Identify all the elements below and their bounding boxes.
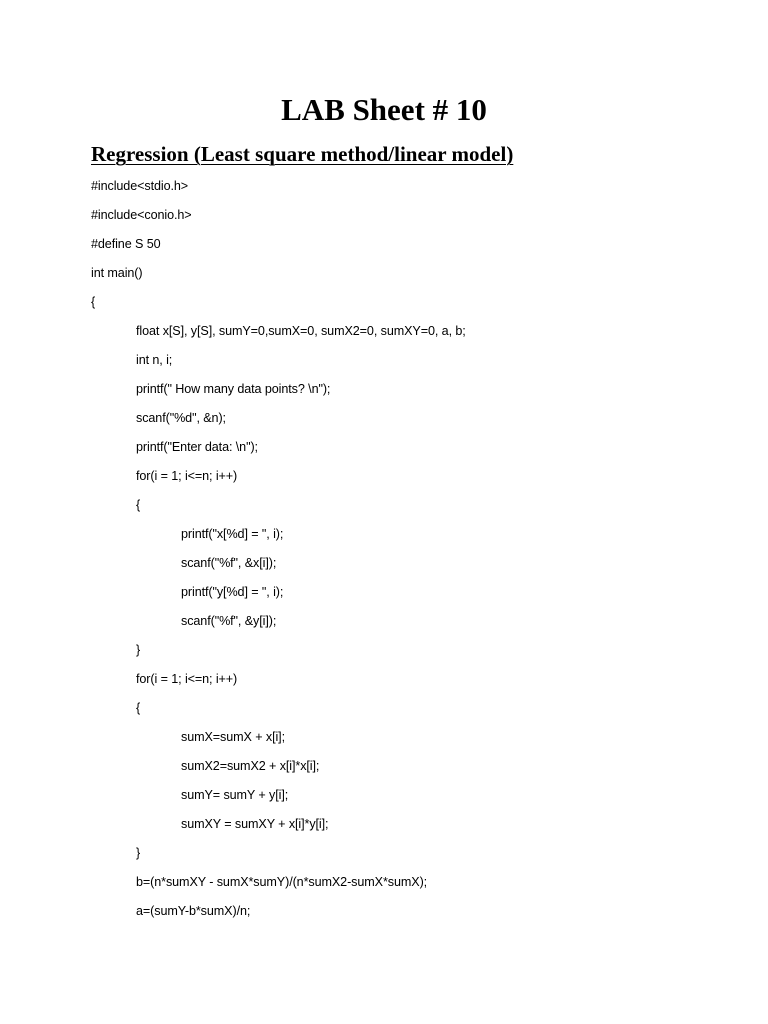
code-line: printf(" How many data points? \n"); (136, 382, 331, 396)
code-line: float x[S], y[S], sumY=0,sumX=0, sumX2=0, sumXY=0, a, b; (136, 324, 466, 338)
code-line: { (91, 295, 96, 309)
code-line: } (136, 643, 141, 657)
code-line: { (136, 498, 141, 512)
code-line: sumX=sumX + x[i]; (181, 730, 285, 744)
code-line: #include<conio.h> (91, 208, 192, 222)
code-line: { (136, 701, 141, 715)
code-line: scanf("%f", &x[i]); (181, 556, 277, 570)
code-line: sumY= sumY + y[i]; (181, 788, 289, 802)
code-line: for(i = 1; i<=n; i++) (136, 672, 238, 686)
code-line: b=(n*sumXY - sumX*sumY)/(n*sumX2-sumX*sumX); (136, 875, 428, 889)
code-line: a=(sumY-b*sumX)/n; (136, 904, 251, 918)
code-line: #define S 50 (91, 237, 161, 251)
code-line: int n, i; (136, 353, 173, 367)
code-line: scanf("%f", &y[i]); (181, 614, 277, 628)
section-heading: Regression (Least square method/linear model) (91, 142, 514, 166)
code-line: #include<stdio.h> (91, 179, 189, 193)
code-line: scanf("%d", &n); (136, 411, 226, 425)
code-line: } (136, 846, 141, 860)
code-line: for(i = 1; i<=n; i++) (136, 469, 238, 483)
code-block (0, 176, 768, 930)
code-line: sumX2=sumX2 + x[i]*x[i]; (181, 759, 320, 773)
code-line: int main() (91, 266, 143, 280)
page-title: LAB Sheet # 10 (281, 92, 487, 127)
code-line: printf("Enter data: \n"); (136, 440, 258, 454)
code-line: sumXY = sumXY + x[i]*y[i]; (181, 817, 329, 831)
code-line: printf("y[%d] = ", i); (181, 585, 284, 599)
code-line: printf("x[%d] = ", i); (181, 527, 284, 541)
